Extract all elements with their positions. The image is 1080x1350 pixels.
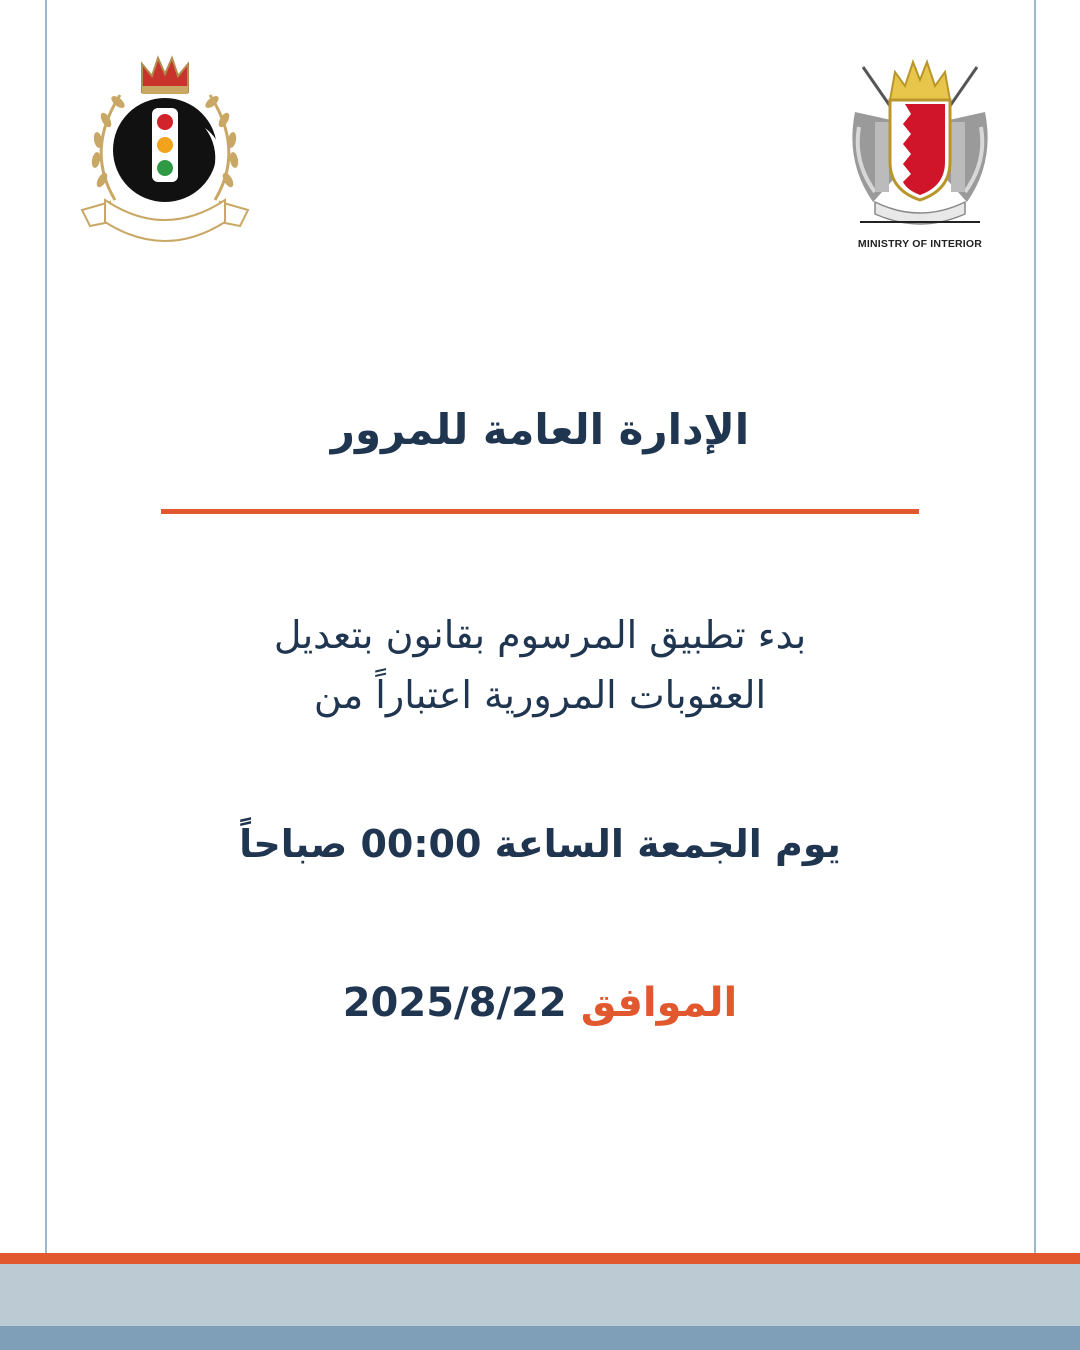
page-title: الإدارة العامة للمرور (330, 405, 750, 454)
announcement-line-2: العقوبات المرورية اعتباراً من (313, 673, 767, 717)
effective-day-time: يوم الجمعة الساعة 00:00 صباحاً (239, 822, 841, 866)
footer-grey-band (0, 1264, 1080, 1326)
moi-english-label: MINISTRY OF INTERIOR (857, 238, 983, 250)
announcement-body (120, 605, 960, 725)
footer-orange-band (0, 1253, 1080, 1264)
footer-blue-band (0, 1326, 1080, 1350)
left-frame-line (45, 0, 47, 1253)
announcement-line-1: بدء تطبيق المرسوم بقانون بتعديل (273, 613, 807, 657)
traffic-emblem-icon (80, 50, 250, 255)
date-value: 2025/8/22 (342, 980, 567, 1026)
title-divider (161, 509, 919, 514)
effective-date (120, 980, 960, 1026)
date-label: الموافق (580, 980, 738, 1026)
moi-emblem-icon (845, 52, 995, 252)
right-frame-line (1034, 0, 1036, 1253)
